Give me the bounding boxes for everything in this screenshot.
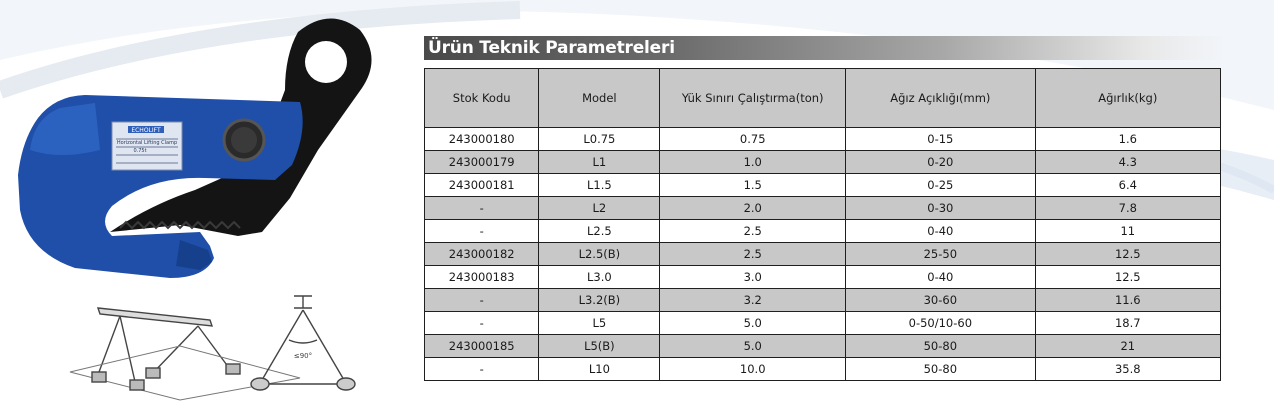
cell-stock-code: - bbox=[425, 220, 539, 243]
table-row bbox=[425, 358, 1221, 381]
cell-weight: 4.3 bbox=[1035, 151, 1220, 174]
cell-stock-code: 243000181 bbox=[425, 174, 539, 197]
cell-working-load-limit: 3.0 bbox=[660, 266, 846, 289]
table-row bbox=[425, 312, 1221, 335]
cell-weight: 1.6 bbox=[1035, 128, 1220, 151]
cell-weight: 11.6 bbox=[1035, 289, 1220, 312]
cell-working-load-limit: 1.0 bbox=[660, 151, 846, 174]
cell-model: L2 bbox=[539, 197, 660, 220]
cell-weight: 18.7 bbox=[1035, 312, 1220, 335]
cell-model: L5(B) bbox=[539, 335, 660, 358]
table-header-row bbox=[425, 69, 1221, 128]
product-brand-text: ECHOLIFT bbox=[131, 127, 161, 134]
cell-working-load-limit: 3.2 bbox=[660, 289, 846, 312]
cell-model: L10 bbox=[539, 358, 660, 381]
cell-jaw-opening: 0-50/10-60 bbox=[846, 312, 1036, 335]
header-model: Model bbox=[539, 69, 660, 128]
cell-stock-code: 243000179 bbox=[425, 151, 539, 174]
cell-jaw-opening: 50-80 bbox=[846, 358, 1036, 381]
product-name-text: Horizontal Lifting Clamp bbox=[116, 140, 178, 146]
cell-jaw-opening: 0-30 bbox=[846, 197, 1036, 220]
cell-model: L2.5 bbox=[539, 220, 660, 243]
cell-stock-code: - bbox=[425, 197, 539, 220]
cell-stock-code: 243000185 bbox=[425, 335, 539, 358]
cell-jaw-opening: 0-15 bbox=[846, 128, 1036, 151]
rigging-diagram-angle bbox=[251, 296, 355, 390]
cell-weight: 21 bbox=[1035, 335, 1220, 358]
cell-stock-code: 243000180 bbox=[425, 128, 539, 151]
cell-weight: 11 bbox=[1035, 220, 1220, 243]
table-row bbox=[425, 197, 1221, 220]
cell-model: L1.5 bbox=[539, 174, 660, 197]
product-illustration bbox=[0, 0, 400, 409]
spec-table bbox=[424, 68, 1221, 381]
header-jaw-opening: Ağız Açıklığı(mm) bbox=[846, 69, 1036, 128]
section-title: Ürün Teknik Parametreleri bbox=[428, 38, 675, 58]
table-row bbox=[425, 151, 1221, 174]
cell-weight: 35.8 bbox=[1035, 358, 1220, 381]
table-row bbox=[425, 174, 1221, 197]
cell-stock-code: 243000183 bbox=[425, 266, 539, 289]
table-row bbox=[425, 289, 1221, 312]
cell-weight: 6.4 bbox=[1035, 174, 1220, 197]
cell-jaw-opening: 50-80 bbox=[846, 335, 1036, 358]
cell-stock-code: 243000182 bbox=[425, 243, 539, 266]
table-row bbox=[425, 335, 1221, 358]
cell-jaw-opening: 25-50 bbox=[846, 243, 1036, 266]
cell-stock-code: - bbox=[425, 289, 539, 312]
table-row bbox=[425, 266, 1221, 289]
table-row bbox=[425, 243, 1221, 266]
cell-working-load-limit: 5.0 bbox=[660, 312, 846, 335]
cell-working-load-limit: 5.0 bbox=[660, 335, 846, 358]
cell-working-load-limit: 0.75 bbox=[660, 128, 846, 151]
cell-weight: 7.8 bbox=[1035, 197, 1220, 220]
cell-weight: 12.5 bbox=[1035, 266, 1220, 289]
cell-weight: 12.5 bbox=[1035, 243, 1220, 266]
cell-stock-code: - bbox=[425, 312, 539, 335]
cell-working-load-limit: 2.5 bbox=[660, 243, 846, 266]
cell-jaw-opening: 0-25 bbox=[846, 174, 1036, 197]
cell-jaw-opening: 0-40 bbox=[846, 220, 1036, 243]
angle-label: ≤90° bbox=[293, 352, 313, 360]
cell-model: L2.5(B) bbox=[539, 243, 660, 266]
table-row bbox=[425, 128, 1221, 151]
cell-model: L3.0 bbox=[539, 266, 660, 289]
cell-model: L3.2(B) bbox=[539, 289, 660, 312]
cell-jaw-opening: 30-60 bbox=[846, 289, 1036, 312]
cell-model: L0.75 bbox=[539, 128, 660, 151]
table-row bbox=[425, 220, 1221, 243]
header-working-load-limit: Yük Sınırı Çalıştırma(ton) bbox=[660, 69, 846, 128]
cell-working-load-limit: 2.0 bbox=[660, 197, 846, 220]
cell-working-load-limit: 2.5 bbox=[660, 220, 846, 243]
cell-working-load-limit: 10.0 bbox=[660, 358, 846, 381]
cell-jaw-opening: 0-40 bbox=[846, 266, 1036, 289]
cell-stock-code: - bbox=[425, 358, 539, 381]
header-weight: Ağırlık(kg) bbox=[1035, 69, 1220, 128]
section-title-bar bbox=[424, 36, 1224, 60]
product-wll-text: 0.75t bbox=[133, 148, 147, 154]
cell-model: L1 bbox=[539, 151, 660, 174]
header-stock-code: Stok Kodu bbox=[425, 69, 539, 128]
cell-model: L5 bbox=[539, 312, 660, 335]
cell-working-load-limit: 1.5 bbox=[660, 174, 846, 197]
cell-jaw-opening: 0-20 bbox=[846, 151, 1036, 174]
